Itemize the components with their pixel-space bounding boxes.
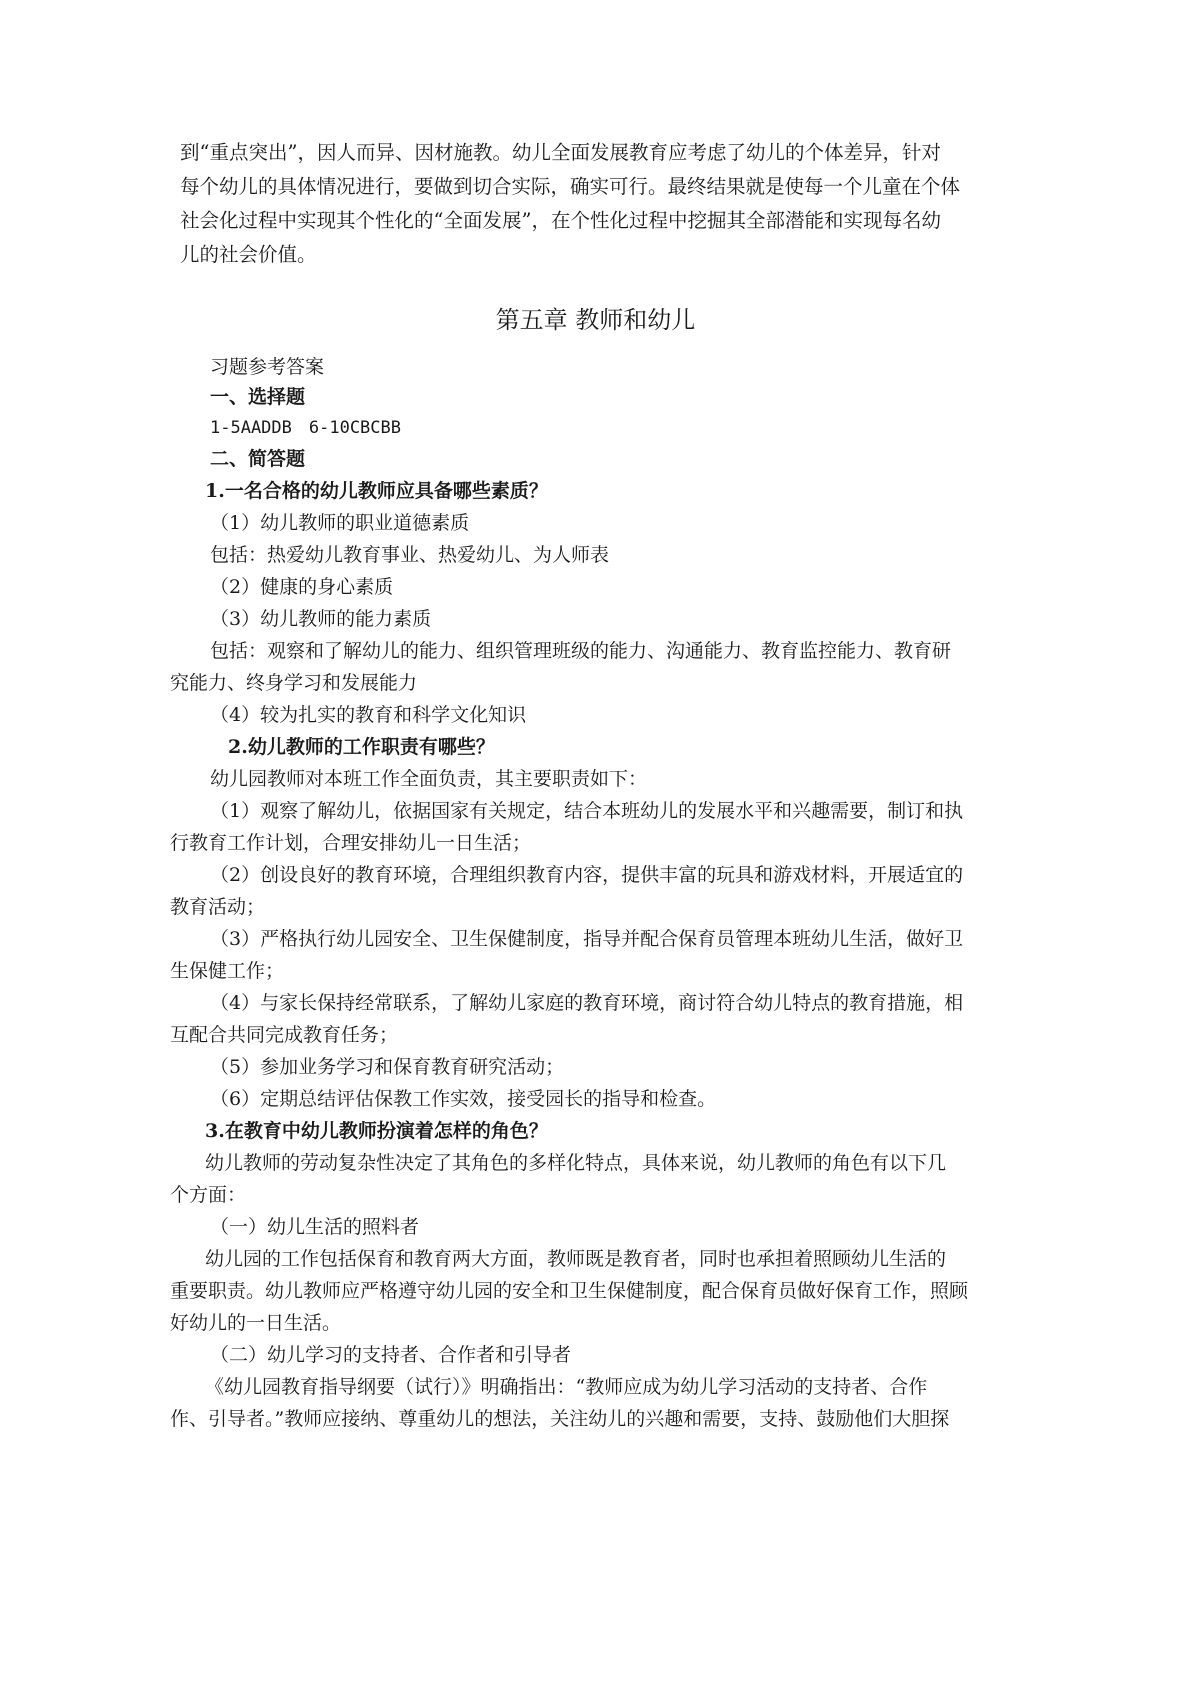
answers-heading: 习题参考答案	[210, 356, 325, 378]
intro-line-4: 儿的社会价值。	[180, 243, 317, 266]
answer-line: 包括：热爱幼儿教育事业、热爱幼儿、为人师表	[210, 544, 610, 566]
answer-line: （3）幼儿教师的能力素质	[210, 608, 432, 630]
question-1-heading: 1.一名合格的幼儿教师应具备哪些素质？	[205, 480, 548, 502]
intro-line-2: 每个幼儿的具体情况进行，要做到切合实际，确实可行。最终结果就是使每一个儿童在个体	[180, 175, 961, 198]
answer-line: 幼儿园的工作包括保育和教育两大方面，教师既是教育者，同时也承担着照顾幼儿生活的	[205, 1248, 947, 1270]
answer-line: （2）健康的身心素质	[210, 576, 394, 598]
answer-line: （4）较为扎实的教育和科学文化知识	[210, 704, 527, 726]
intro-line-3: 社会化过程中实现其个性化的“全面发展”，在个性化过程中挖掘其全部潜能和实现每名幼	[180, 209, 941, 232]
section-heading-choice: 一、选择题	[210, 386, 306, 408]
answer-line: （2）创设良好的教育环境，合理组织教育内容，提供丰富的玩具和游戏材料，开展适宜的	[210, 864, 964, 886]
choice-answers: 1-5AADDB 6-10CBCBB	[210, 418, 401, 438]
answer-line: （二）幼儿学习的支持者、合作者和引导者	[210, 1344, 572, 1366]
answer-line: 教育活动；	[170, 896, 266, 918]
section-heading-short-answer: 二、简答题	[210, 448, 306, 470]
answer-line: 幼儿园教师对本班工作全面负责，其主要职责如下：	[210, 768, 648, 790]
intro-paragraph	[180, 136, 1016, 272]
intro-line-1: 到“重点突出”，因人而异、因材施教。幼儿全面发展教育应考虑了幼儿的个体差异，针对	[180, 141, 941, 164]
question-2-heading: 2.幼儿教师的工作职责有哪些？	[228, 736, 495, 758]
answer-line: 生保健工作；	[170, 960, 285, 982]
answer-line: （1）观察了解幼儿，依据国家有关规定，结合本班幼儿的发展水平和兴趣需要，制订和执	[210, 800, 964, 822]
answer-line: 包括：观察和了解幼儿的能力、组织管理班级的能力、沟通能力、教育监控能力、教育研	[210, 640, 952, 662]
answer-line: 互配合共同完成教育任务；	[170, 1024, 399, 1046]
answer-line: 好幼儿的一日生活。	[170, 1312, 342, 1334]
answer-line: 行教育工作计划，合理安排幼儿一日生活；	[170, 832, 532, 854]
answer-line: 重要职责。幼儿教师应严格遵守幼儿园的安全和卫生保健制度，配合保育员做好保育工作，照顾	[170, 1280, 969, 1302]
answer-line: （1）幼儿教师的职业道德素质	[210, 512, 470, 534]
answer-line: （一）幼儿生活的照料者	[210, 1216, 420, 1238]
answer-line: 《幼儿园教育指导纲要（试行）》明确指出：“教师应成为幼儿学习活动的支持者、合作	[205, 1376, 928, 1398]
answer-line: 幼儿教师的劳动复杂性决定了其角色的多样化特点，具体来说，幼儿教师的角色有以下几	[205, 1152, 947, 1174]
answer-line: （3）严格执行幼儿园安全、卫生保健制度，指导并配合保育员管理本班幼儿生活，做好卫	[210, 928, 964, 950]
answer-line: 个方面：	[170, 1184, 247, 1206]
answer-line: 究能力、终身学习和发展能力	[170, 672, 418, 694]
question-3-heading: 3.在教育中幼儿教师扮演着怎样的角色？	[205, 1120, 548, 1142]
answer-line: （6）定期总结评估保教工作实效，接受园长的指导和检查。	[210, 1088, 717, 1110]
answer-line: （5）参加业务学习和保育教育研究活动；	[210, 1056, 565, 1078]
chapter-title: 第五章 教师和幼儿	[495, 306, 696, 334]
answer-line: （4）与家长保持经常联系，了解幼儿家庭的教育环境，商讨符合幼儿特点的教育措施，相	[210, 992, 964, 1014]
answer-line: 作、引导者。”教师应接纳、尊重幼儿的想法，关注幼儿的兴趣和需要，支持、鼓励他们大胆探	[170, 1408, 950, 1430]
